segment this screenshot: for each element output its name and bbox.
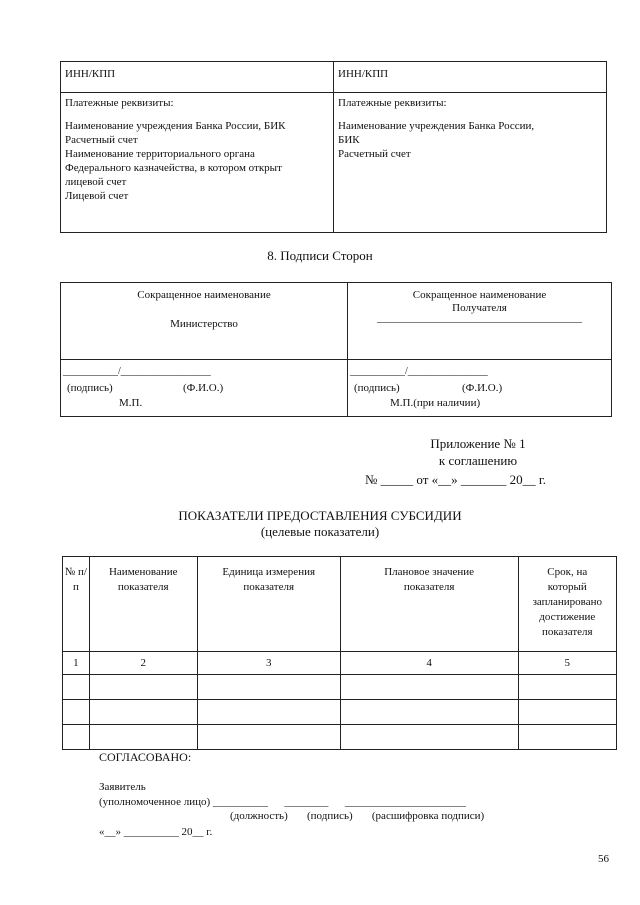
- right-inn-cell: [334, 62, 607, 93]
- empty-row: [63, 675, 617, 700]
- left-inn-label: ИНН/КПП: [65, 68, 116, 80]
- indicators-title: ПОКАЗАТЕЛИ ПРЕДОСТАВЛЕНИЯ СУБСИДИИ: [178, 508, 462, 523]
- left-payment-line: Наименование территориального органа: [65, 148, 255, 160]
- left-org-name: Министерство: [170, 318, 238, 330]
- applicant-label: Заявитель: [99, 781, 146, 793]
- right-inn-label: ИНН/КПП: [338, 68, 389, 80]
- left-signature-line: ___________/__________________: [63, 366, 211, 377]
- left-payment-line: лицевой счет: [65, 176, 127, 188]
- right-party-name-cell: [348, 283, 612, 360]
- header-cell-unit: Единица измерения показателя: [197, 557, 340, 652]
- right-fio-caption: (Ф.И.О.): [462, 382, 503, 394]
- left-payment-line: Лицевой счет: [65, 190, 129, 202]
- header-cell-name: Наименование показателя: [89, 557, 197, 652]
- indicators-table: [62, 556, 617, 750]
- col-number-cell: 4: [340, 652, 518, 675]
- authorized-person-line: (уполномоченное лицо) __________ ________ ______________________: [99, 796, 466, 808]
- authorized-person-captions: (должность) (подпись) (расшифровка подписи): [230, 810, 485, 822]
- right-name-blank: _________________________________________: [377, 313, 582, 324]
- signatures-title: 8. Подписи Сторон: [267, 248, 373, 263]
- right-payment-cell: [334, 93, 607, 233]
- col-number-cell: 5: [518, 652, 616, 675]
- agreed-title: СОГЛАСОВАНО:: [99, 750, 192, 764]
- empty-row: [63, 725, 617, 750]
- appendix-line-1: Приложение № 1: [430, 436, 526, 451]
- requisites-table: [60, 61, 607, 233]
- left-payment-cell: [61, 93, 334, 233]
- right-short-name-label: Сокращенное наименование: [412, 289, 547, 301]
- right-signature-cell: [348, 360, 612, 417]
- col-number-cell: 2: [89, 652, 197, 675]
- right-payment-line: Наименование учреждения Банка России,: [338, 120, 535, 132]
- right-payment-line: Расчетный счет: [338, 148, 411, 160]
- empty-row: [63, 700, 617, 725]
- right-signature-line: ___________/________________: [350, 366, 488, 377]
- agreement-date-line: «__» __________ 20__ г.: [99, 826, 213, 838]
- signatures-table: [60, 282, 612, 417]
- header-cell-deadline: Срок, на который запланировано достижение показателя: [518, 557, 616, 652]
- appendix-line-2: к соглашению: [438, 453, 518, 468]
- left-payment-line: Наименование учреждения Банка России, БИК: [65, 120, 286, 132]
- col-number-cell: 3: [197, 652, 340, 675]
- indicators-subtitle: (целевые показатели): [260, 524, 380, 539]
- left-stamp-caption: М.П.: [119, 397, 143, 409]
- header-cell-planned: Плановое значение показателя: [340, 557, 518, 652]
- right-sign-caption: (подпись): [354, 382, 400, 394]
- left-fio-caption: (Ф.И.О.): [183, 382, 224, 394]
- left-payment-title: Платежные реквизиты:: [65, 97, 174, 109]
- indicators-title-block: [0, 508, 640, 540]
- right-payment-line: БИК: [338, 134, 360, 146]
- left-payment-line: Федерального казначейства, в котором открыт: [65, 162, 282, 174]
- left-party-name-cell: [61, 283, 348, 360]
- right-recipient-label: Получателя: [452, 302, 507, 314]
- header-cell-number: № п/п: [63, 557, 90, 652]
- right-stamp-caption: М.П.(при наличии): [390, 397, 481, 409]
- left-payment-line: Расчетный счет: [65, 134, 138, 146]
- left-sign-caption: (подпись): [67, 382, 113, 394]
- left-signature-cell: [61, 360, 348, 417]
- right-payment-title: Платежные реквизиты:: [338, 97, 447, 109]
- col-number-cell: 1: [63, 652, 90, 675]
- appendix-line-3: № _____ от «__» _______ 20__ г.: [365, 472, 547, 487]
- left-inn-cell: [61, 62, 334, 93]
- left-short-name-label: Сокращенное наименование: [137, 289, 271, 301]
- page-number: 56: [598, 853, 609, 865]
